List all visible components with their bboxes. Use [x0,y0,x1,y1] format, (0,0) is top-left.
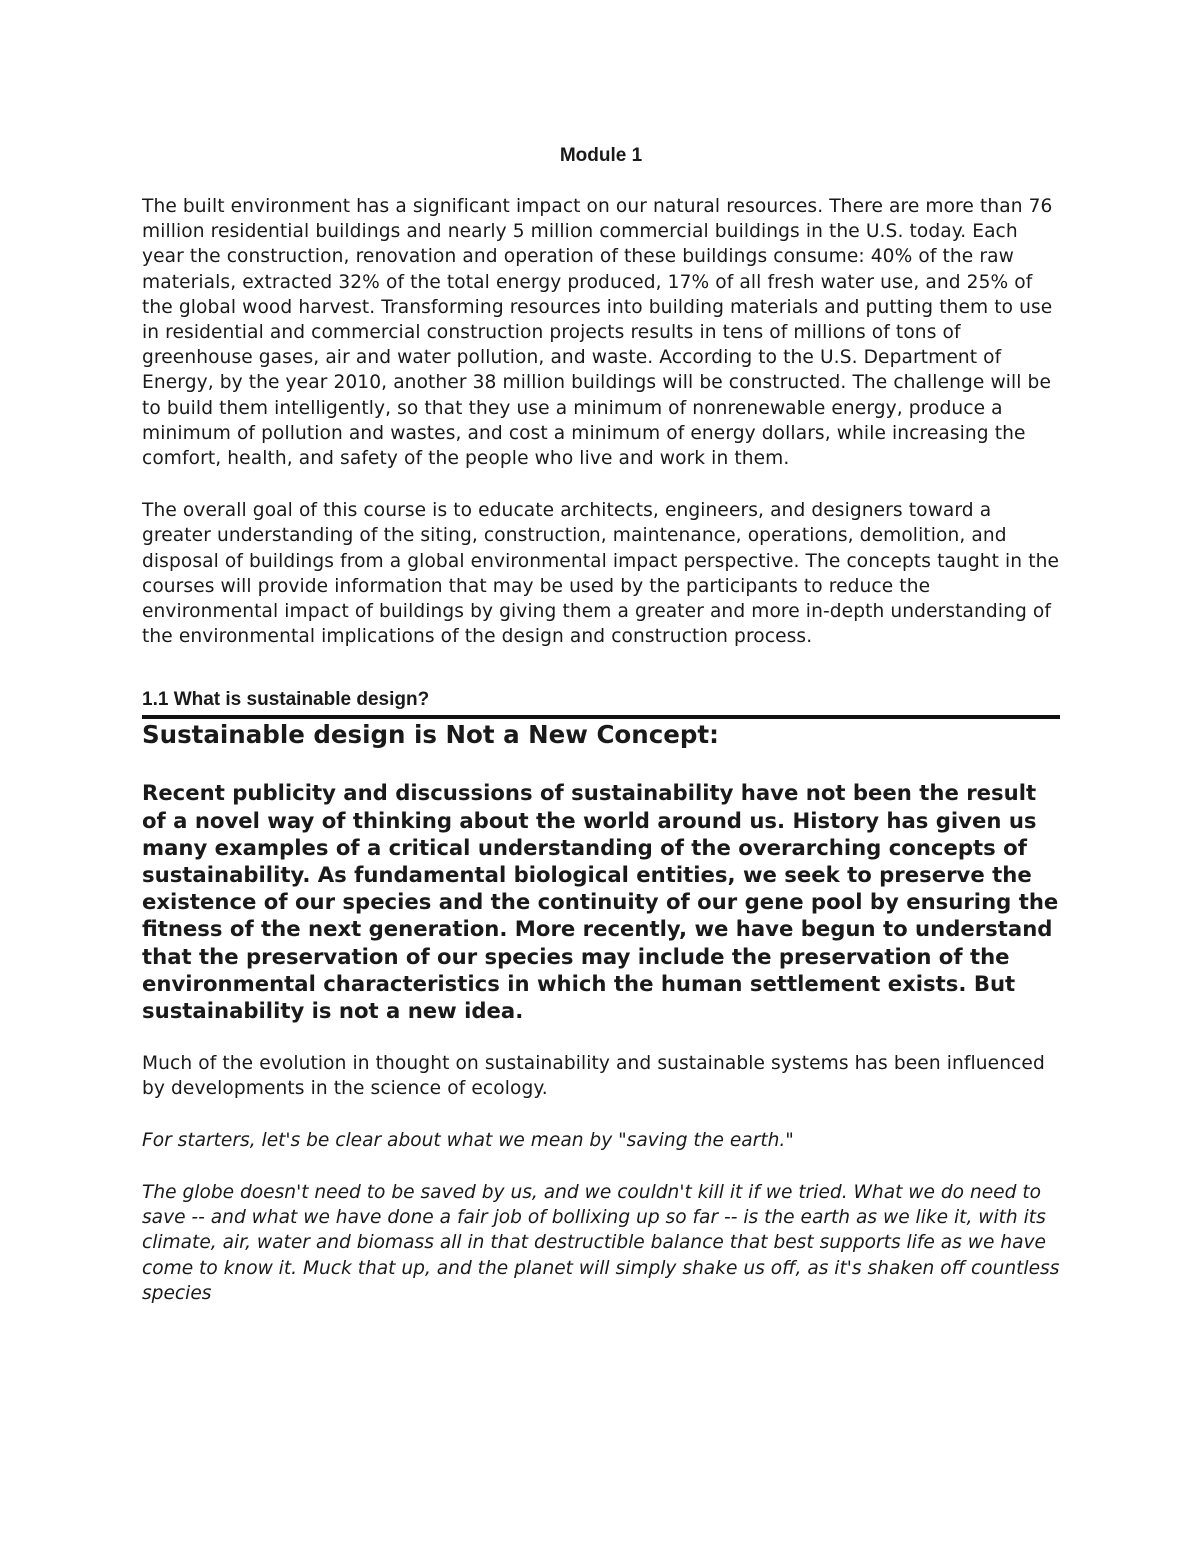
quote-intro: For starters, let's be clear about what we mean by "saving the earth." [142,1129,794,1151]
ecology-paragraph: Much of the evolution in thought on sustainability and sustainable systems has been influenced by developments in the science of ecology. [142,1053,1045,1100]
course-goal-paragraph: The overall goal of this course is to educate architects, engineers, and designers toward a greater understanding of the siting, construction, maintenance, operations, demolition, and disposal of buildings from a global environmental impact perspective. The concepts taught in the courses will provide information that may be used by the participants to reduce the environmental impact of buildings by giving them a greater and more in-depth understanding of the environmental implications of the design and construction process. [142,500,1060,648]
quote-body: The globe doesn't need to be saved by us, and we couldn't kill it if we tried. What we do need to save -- and what we have done a fair job of bollixing up so far -- is the earth as we like it, with its climate, air, water and biomass all in that destructible balance that best supports life as we have come to know it. Muck that up, and the planet will simply shake us off, as it's shaken off countless species [142,1181,1060,1304]
section-heading: 1.1 What is sustainable design? [142,687,1060,719]
sustainability-history-paragraph: Recent publicity and discussions of sustainability have not been the result of a novel way of thinking about the world around us. History has given us many examples of a critical understanding of the overarching concepts of sustainability. As fundamental biological entities, we seek to preserve the existence of our species and the continuity of our gene pool by ensuring the fitness of the next generation. More recently, we have begun to understand that the preservation of our species may include the preservation of the environmental characteristics in which the human settlement exists. But sustainability is not a new idea. [142,780,1059,1024]
module-title: Module 1 [559,145,643,166]
intro-paragraph: The built environment has a significant impact on our natural resources. There are more than 76 million residential buildings and nearly 5 million commercial buildings in the U.S. today. Each year the construction, renovation and operation of these buildings consume: 40% of the raw materials, extracted 32% of the total energy produced, 17% of all fresh water use, and 25% of the global wood harvest. Transforming resources into building materials and putting them to use in residential and commercial construction projects results in tens of millions of tons of greenhouse gases, air and water pollution, and waste. According to the U.S. Department of Energy, by the year 2010, another 38 million buildings will be constructed. The challenge will be to build them intelligently, so that they use a minimum of nonrenewable energy, produce a minimum of pollution and wastes, and cost a minimum of energy dollars, while increasing the comfort, health, and safety of the people who live and work in them. [142,196,1053,470]
subheading: Sustainable design is Not a New Concept: [142,720,719,750]
document-body [142,140,1060,1306]
